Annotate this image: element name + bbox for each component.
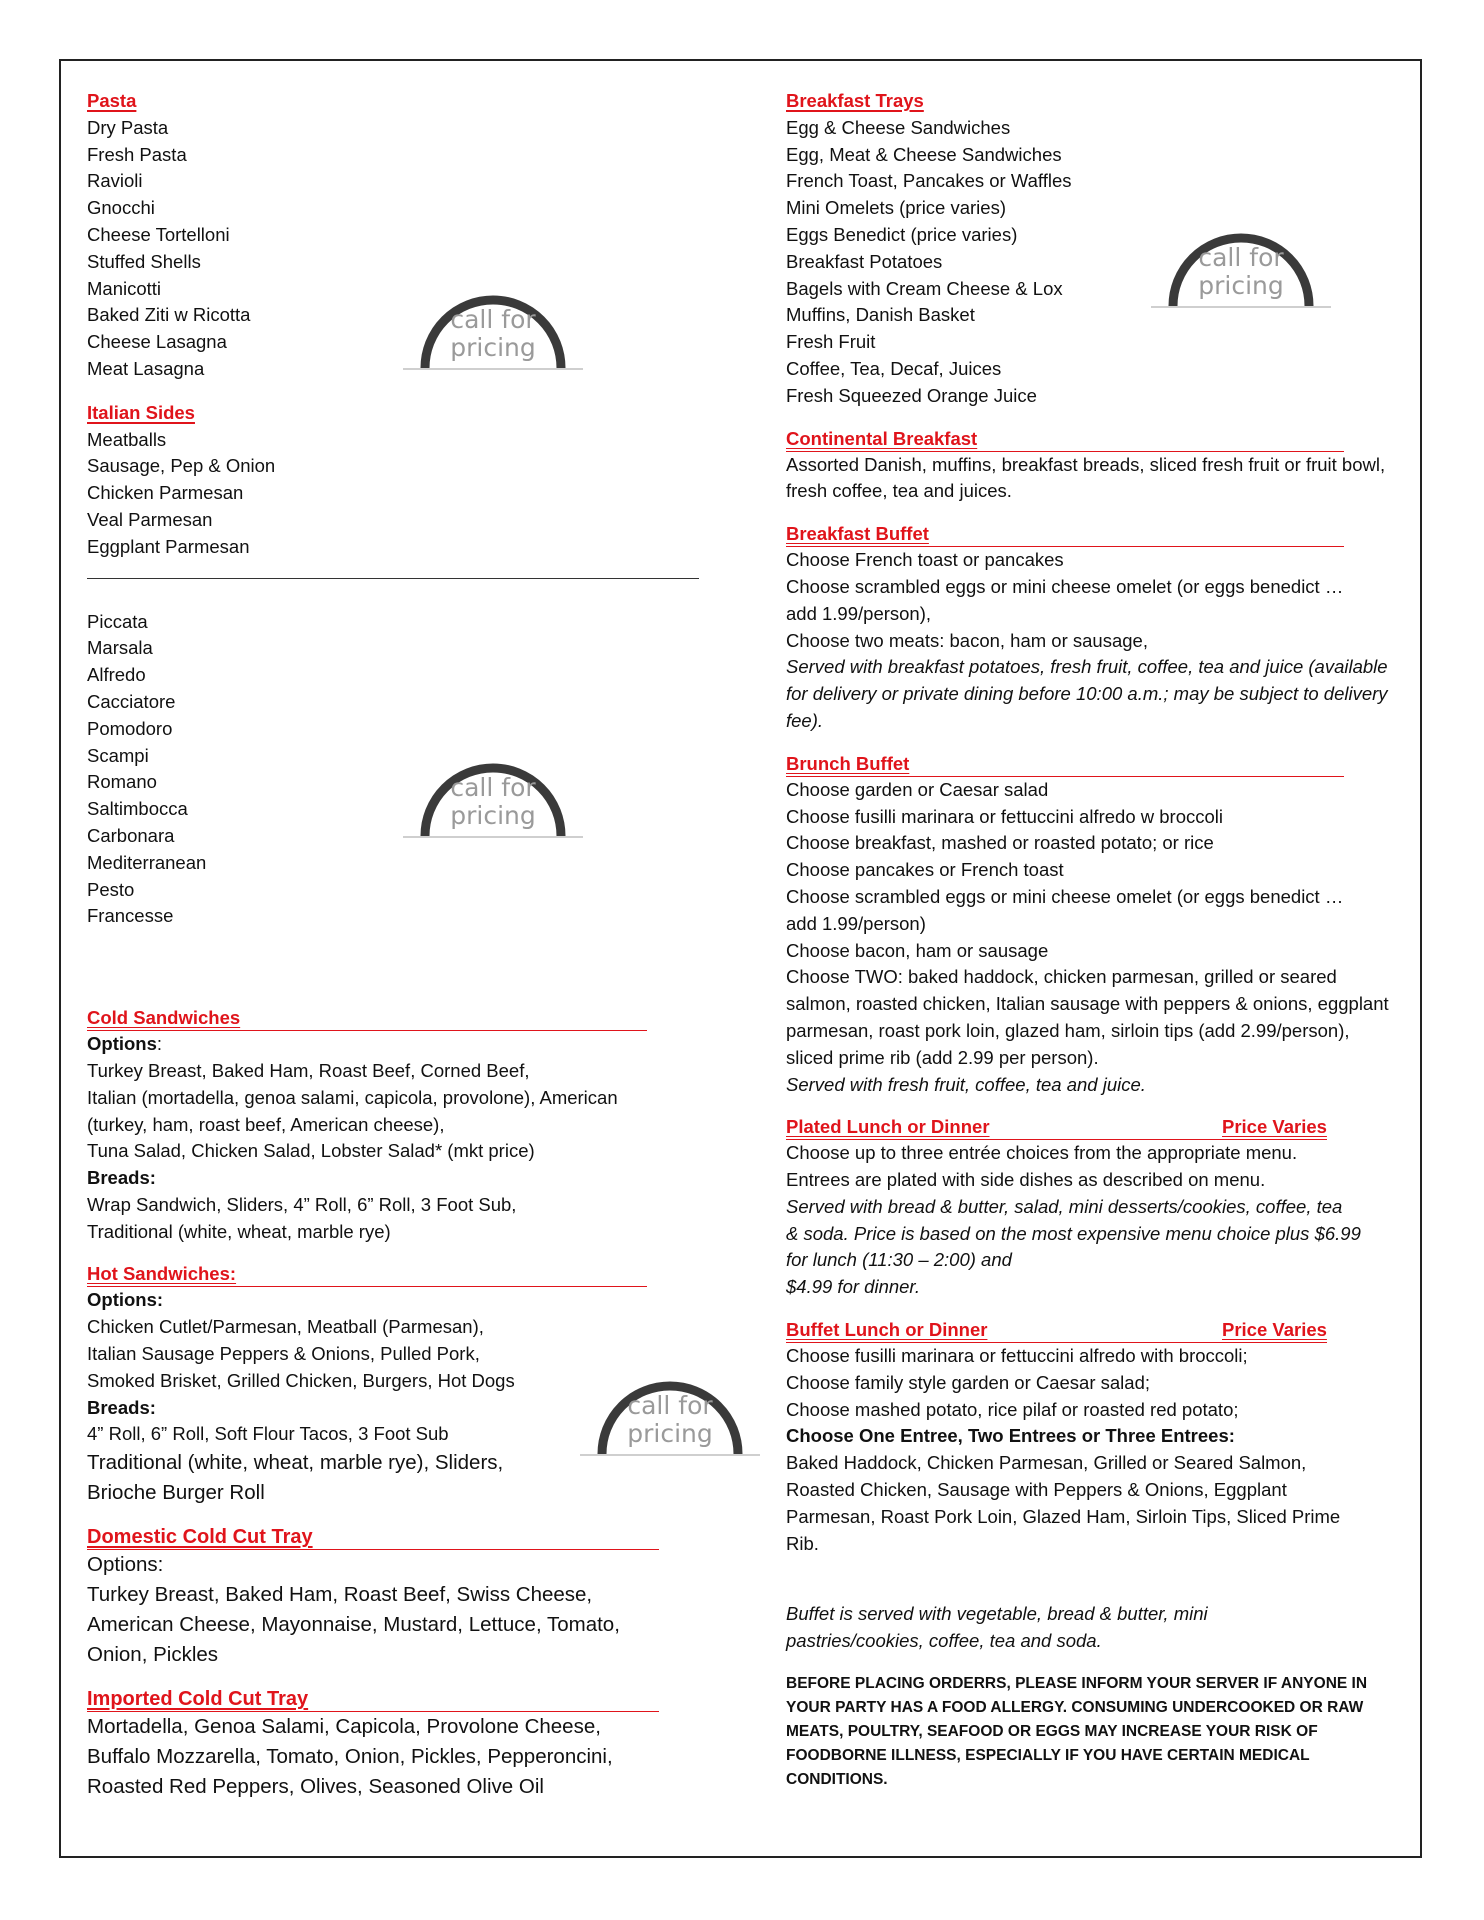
breakfast-buffet-section bbox=[786, 522, 1398, 735]
badge-text: pricing bbox=[450, 333, 536, 362]
section-heading: Italian Sides bbox=[87, 401, 195, 423]
breakfast-buffet-lines bbox=[786, 547, 1398, 654]
list-item: Choose scrambled eggs or mini cheese omelet (or eggs benedict … bbox=[786, 885, 1344, 907]
list-item: Chicken Parmesan bbox=[87, 482, 244, 504]
breads-label: Breads: bbox=[87, 1396, 156, 1418]
buffet-entree-list: Baked Haddock, Chicken Parmesan, Grilled or Seared Salmon, Roasted Chicken, Sausage with Peppers & Onions, Eggplant Parmesan, Roast Pork Loin, Glazed Ham, Sirloin Tips, Sliced Prime Rib. bbox=[786, 1452, 1341, 1554]
section-heading: Continental Breakfast bbox=[786, 427, 1344, 452]
buffet-lunch-lines bbox=[786, 1343, 1398, 1423]
list-item: Choose French toast or pancakes bbox=[786, 549, 1064, 571]
brunch-note: Served with fresh fruit, coffee, tea and juice. bbox=[786, 1073, 1146, 1095]
section-heading: Pasta bbox=[87, 90, 137, 111]
badge-text: pricing bbox=[450, 801, 536, 830]
list-item: Choose fusilli marinara or fettuccini alfredo with broccoli; bbox=[786, 1345, 1248, 1367]
list-item: Italian (mortadella, genoa salami, capicola, provolone), American bbox=[87, 1086, 618, 1108]
list-item: Baked Ziti w Ricotta bbox=[87, 304, 251, 326]
list-item: Piccata bbox=[87, 610, 148, 632]
list-item: Eggs Benedict (price varies) bbox=[786, 223, 1018, 245]
list-item: add 1.99/person), bbox=[786, 602, 932, 624]
domestic-tray-items bbox=[87, 1580, 659, 1670]
list-item: Choose breakfast, mashed or roasted potato; or rice bbox=[786, 832, 1214, 854]
section-heading: Domestic Cold Cut Tray bbox=[87, 1525, 659, 1550]
list-item: Onion, Pickles bbox=[87, 1643, 219, 1667]
buffet-note-section bbox=[786, 1601, 1398, 1655]
list-item: Manicotti bbox=[87, 277, 162, 299]
list-item: Breakfast Potatoes bbox=[786, 250, 943, 272]
list-item: Mortadella, Genoa Salami, Capicola, Provolone Cheese, bbox=[87, 1715, 601, 1739]
list-item: Cheese Tortelloni bbox=[87, 223, 230, 245]
plated-note bbox=[786, 1194, 1398, 1301]
call-for-pricing-badge bbox=[575, 1356, 765, 1456]
badge-text: call for bbox=[627, 1391, 713, 1420]
list-item: Traditional (white, wheat, marble rye) bbox=[87, 1220, 391, 1242]
section-heading: Plated Lunch or Dinner Price Varies bbox=[786, 1115, 1327, 1140]
call-for-pricing-badge bbox=[398, 738, 588, 838]
section-heading: Buffet Lunch or Dinner Price Varies bbox=[786, 1318, 1327, 1343]
section-heading: Imported Cold Cut Tray bbox=[87, 1687, 659, 1712]
list-item: Served with bread & butter, salad, mini desserts/cookies, coffee, tea bbox=[786, 1195, 1343, 1217]
domestic-tray-section bbox=[87, 1525, 659, 1670]
list-item: Choose bacon, ham or sausage bbox=[786, 939, 1049, 961]
imported-tray-section bbox=[87, 1687, 659, 1802]
list-item: Turkey Breast, Baked Ham, Roast Beef, Corned Beef, bbox=[87, 1059, 530, 1081]
section-heading: Hot Sandwiches: bbox=[87, 1262, 647, 1287]
left-column bbox=[87, 88, 707, 1819]
plated-section bbox=[786, 1115, 1398, 1301]
divider bbox=[87, 578, 699, 579]
list-item: Alfredo bbox=[87, 664, 146, 686]
price-varies: Price Varies bbox=[1222, 1116, 1327, 1138]
list-item: Scampi bbox=[87, 744, 149, 766]
brunch-choose-two: Choose TWO: baked haddock, chicken parmesan, grilled or seared salmon, roasted chicken, Italian sausage with peppers & onions, eggplant parmesan, roast pork loin, glazed ham, sirloin tips (add 2.99/person), sliced prime rib (add 2.99 per person). bbox=[786, 966, 1389, 1068]
breads-line: 4” Roll, 6” Roll, Soft Flour Tacos, 3 Foot Sub bbox=[87, 1423, 449, 1445]
list-item: Bagels with Cream Cheese & Lox bbox=[786, 277, 1063, 299]
list-item: Gnocchi bbox=[87, 197, 155, 219]
entree-choice-label: Choose One Entree, Two Entrees or Three Entrees: bbox=[786, 1425, 1235, 1447]
list-item: Veal Parmesan bbox=[87, 508, 213, 530]
list-item: Egg, Meat & Cheese Sandwiches bbox=[786, 143, 1062, 165]
options-label: Options: bbox=[87, 1033, 163, 1055]
cold-sandwich-options bbox=[87, 1058, 647, 1165]
list-item: Sausage, Pep & Onion bbox=[87, 455, 276, 477]
list-item: Choose two meats: bacon, ham or sausage, bbox=[786, 629, 1148, 651]
buffet-note: Buffet is served with vegetable, bread & butter, mini pastries/cookies, coffee, tea and soda. bbox=[786, 1603, 1208, 1652]
list-item: Stuffed Shells bbox=[87, 250, 201, 272]
list-item: American Cheese, Mayonnaise, Mustard, Lettuce, Tomato, bbox=[87, 1613, 620, 1637]
list-item: Choose mashed potato, rice pilaf or roasted red potato; bbox=[786, 1398, 1239, 1420]
list-item: Meatballs bbox=[87, 428, 167, 450]
list-item: add 1.99/person) bbox=[786, 912, 926, 934]
list-item: Fresh Fruit bbox=[786, 331, 876, 353]
breakfast-buffet-note: Served with breakfast potatoes, fresh fruit, coffee, tea and juice (available for delivery or private dining before 10:00 a.m.; may be subject to delivery fee). bbox=[786, 656, 1388, 731]
list-item: French Toast, Pancakes or Waffles bbox=[786, 170, 1072, 192]
sauces-list bbox=[87, 609, 707, 931]
list-item: Choose scrambled eggs or mini cheese omelet (or eggs benedict … bbox=[786, 575, 1344, 597]
list-item: Entrees are plated with side dishes as described on menu. bbox=[786, 1169, 1266, 1191]
breads-label: Breads: bbox=[87, 1167, 156, 1189]
list-item: Fresh Squeezed Orange Juice bbox=[786, 384, 1037, 406]
sauces-section bbox=[87, 609, 707, 931]
allergy-warning: BEFORE PLACING ORDERRS, PLEASE INFORM YOUR SERVER IF ANYONE IN YOUR PARTY HAS A FOOD ALLERGY. CONSUMING UNDERCOOKED OR RAW MEATS, POULTRY, SEAFOOD OR EGGS MAY INCREASE YOUR RISK OF FOODBORNE ILLNESS, ESPECIALLY IF YOU HAVE CERTAIN MEDICAL CONDITIONS. bbox=[786, 1675, 1368, 1789]
list-item: Italian Sausage Peppers & Onions, Pulled Pork, bbox=[87, 1343, 480, 1365]
options-label: Options: bbox=[87, 1289, 164, 1311]
list-item: Tuna Salad, Chicken Salad, Lobster Salad* (mkt price) bbox=[87, 1140, 535, 1162]
call-for-pricing-badge bbox=[1146, 208, 1336, 308]
list-item: $4.99 for dinner. bbox=[786, 1276, 921, 1298]
price-varies: Price Varies bbox=[1222, 1319, 1327, 1341]
list-item: Smoked Brisket, Grilled Chicken, Burgers, Hot Dogs bbox=[87, 1369, 515, 1391]
hot-sandwich-options bbox=[87, 1314, 647, 1394]
list-item: for lunch (11:30 – 2:00) and bbox=[786, 1249, 1012, 1271]
list-item: Carbonara bbox=[87, 824, 175, 846]
list-item: Fresh Pasta bbox=[87, 143, 187, 165]
badge-text: pricing bbox=[1198, 271, 1284, 300]
continental-section bbox=[786, 427, 1398, 506]
continental-text: Assorted Danish, muffins, breakfast breads, sliced fresh fruit or fruit bowl, fresh coffee, tea and juices. bbox=[786, 453, 1386, 502]
pasta-list bbox=[87, 115, 707, 383]
list-item: Choose pancakes or French toast bbox=[786, 859, 1064, 881]
badge-text: call for bbox=[1198, 243, 1284, 272]
brunch-buffet-lines bbox=[786, 777, 1398, 965]
list-item: Choose garden or Caesar salad bbox=[786, 778, 1049, 800]
cold-sandwiches-section bbox=[87, 1006, 647, 1245]
right-column bbox=[786, 88, 1398, 1809]
list-item: Saltimbocca bbox=[87, 798, 188, 820]
list-item: Egg & Cheese Sandwiches bbox=[786, 116, 1011, 138]
list-item: Marsala bbox=[87, 637, 153, 659]
buffet-lunch-section bbox=[786, 1318, 1398, 1557]
list-item: Traditional (white, wheat, marble rye), Sliders, bbox=[87, 1451, 504, 1475]
list-item: & soda. Price is based on the most expensive menu choice plus $6.99 bbox=[786, 1222, 1361, 1244]
list-item: Wrap Sandwich, Sliders, 4” Roll, 6” Roll, 3 Foot Sub, bbox=[87, 1193, 517, 1215]
italian-sides-section bbox=[87, 400, 707, 561]
badge-text: call for bbox=[450, 773, 536, 802]
hot-sandwiches-section bbox=[87, 1262, 647, 1508]
section-heading: Cold Sandwiches bbox=[87, 1006, 647, 1031]
list-item: Mediterranean bbox=[87, 851, 207, 873]
list-item: Francesse bbox=[87, 905, 174, 927]
badge-text: pricing bbox=[627, 1419, 713, 1448]
list-item: Dry Pasta bbox=[87, 116, 169, 138]
list-item: Eggplant Parmesan bbox=[87, 535, 250, 557]
section-heading: Brunch Buffet bbox=[786, 752, 1344, 777]
list-item: Mini Omelets (price varies) bbox=[786, 197, 1006, 219]
list-item: Pomodoro bbox=[87, 717, 173, 739]
hot-sandwich-breads bbox=[87, 1448, 647, 1508]
list-item: Choose family style garden or Caesar salad; bbox=[786, 1371, 1151, 1393]
options-label: Options: bbox=[87, 1553, 164, 1577]
list-item: Coffee, Tea, Decaf, Juices bbox=[786, 357, 1002, 379]
section-heading: Breakfast Buffet bbox=[786, 522, 1344, 547]
list-item: Choose fusilli marinara or fettuccini alfredo w broccoli bbox=[786, 805, 1223, 827]
badge-text: call for bbox=[450, 305, 536, 334]
list-item: Meat Lasagna bbox=[87, 357, 205, 379]
list-item: Chicken Cutlet/Parmesan, Meatball (Parmesan), bbox=[87, 1316, 484, 1338]
list-item: Roasted Red Peppers, Olives, Seasoned Olive Oil bbox=[87, 1775, 544, 1799]
list-item: Turkey Breast, Baked Ham, Roast Beef, Swiss Cheese, bbox=[87, 1583, 593, 1607]
brunch-buffet-section bbox=[786, 752, 1398, 1099]
section-heading: Breakfast Trays bbox=[786, 90, 924, 111]
list-item: Cheese Lasagna bbox=[87, 331, 227, 353]
cold-sandwich-breads bbox=[87, 1192, 647, 1246]
imported-tray-items bbox=[87, 1712, 659, 1802]
list-item: Cacciatore bbox=[87, 690, 176, 712]
list-item: Brioche Burger Roll bbox=[87, 1481, 265, 1505]
list-item: Pesto bbox=[87, 878, 135, 900]
italian-sides-list bbox=[87, 427, 707, 561]
list-item: Choose up to three entrée choices from the appropriate menu. bbox=[786, 1142, 1298, 1164]
list-item: Romano bbox=[87, 771, 157, 793]
call-for-pricing-badge bbox=[398, 270, 588, 370]
list-item: Muffins, Danish Basket bbox=[786, 304, 975, 326]
list-item: Ravioli bbox=[87, 170, 143, 192]
list-item: Buffalo Mozzarella, Tomato, Onion, Pickles, Pepperoncini, bbox=[87, 1745, 613, 1769]
list-item: (turkey, ham, roast beef, American cheese), bbox=[87, 1113, 445, 1135]
pasta-section bbox=[87, 88, 707, 383]
plated-lines bbox=[786, 1140, 1398, 1194]
